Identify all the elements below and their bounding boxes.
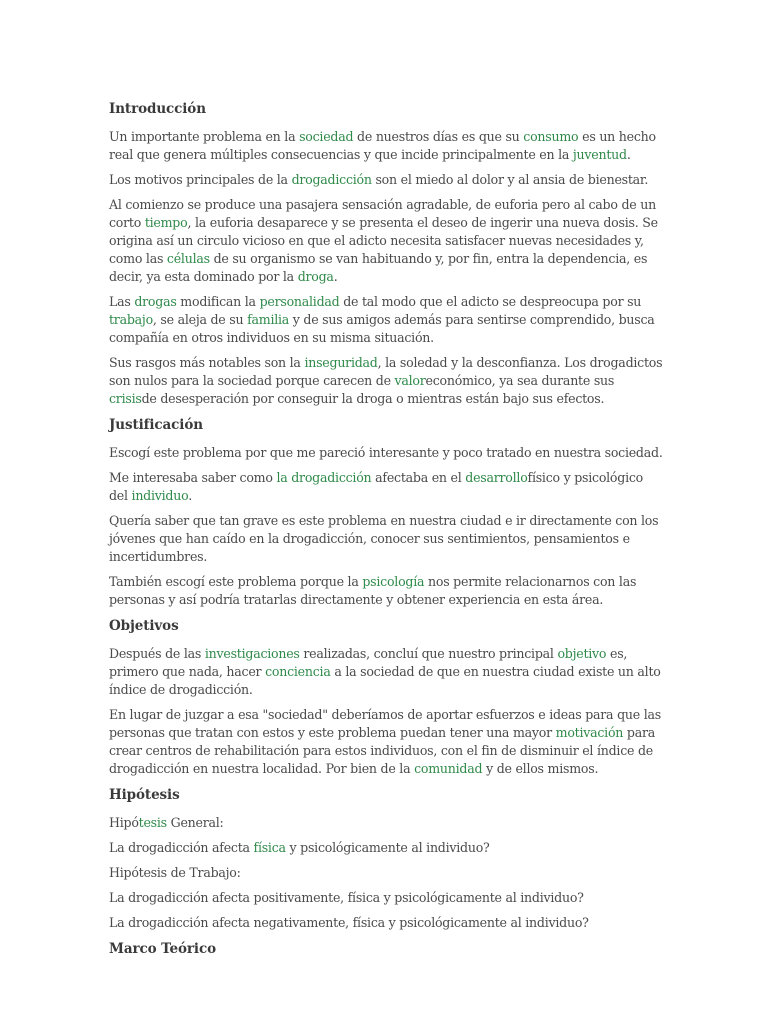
link-conciencia[interactable]: conciencia (265, 664, 331, 679)
paragraph: La drogadicción afecta física y psicológicamente al individuo? (109, 840, 490, 855)
link-objetivo[interactable]: objetivo (557, 646, 607, 661)
paragraph: Los motivos principales de la drogadicción son el miedo al dolor y al ansia de bienestar. (109, 172, 649, 187)
paragraph: También escogí este problema porque la psicología nos permite relacionarnos con las personas y así podría tratarlas directamente y obtener experiencia en esta área. (109, 574, 637, 607)
paragraph: Hipótesis de Trabajo: (109, 865, 241, 880)
document-page (109, 99, 664, 968)
link-personalidad[interactable]: personalidad (259, 294, 340, 309)
paragraph: Quería saber que tan grave es este problema en nuestra ciudad e ir directamente con los jóvenes que han caído en la drogadicción, conocer sus sentimientos, pensamientos e incertidumbres. (109, 513, 659, 564)
link-tiempo[interactable]: tiempo (144, 215, 188, 230)
paragraph: La drogadicción afecta negativamente, física y psicológicamente al individuo? (109, 915, 589, 930)
link-comunidad[interactable]: comunidad (414, 761, 483, 776)
heading-hipotesis: Hipótesis (109, 787, 180, 803)
link-valor[interactable]: valor (394, 373, 426, 388)
paragraph: Escogí este problema por que me pareció interesante y poco tratado en nuestra sociedad. (109, 445, 663, 460)
link-sociedad[interactable]: sociedad (299, 129, 354, 144)
link-motivacion[interactable]: motivación (555, 725, 624, 740)
link-droga[interactable]: droga (297, 269, 334, 284)
heading-introduccion: Introducción (109, 101, 206, 117)
paragraph: Un importante problema en la sociedad de nuestros días es que su consumo es un hecho real que genera múltiples consecuencias y que incide principalmente en la juventud. (109, 129, 656, 162)
paragraph: La drogadicción afecta positivamente, física y psicológicamente al individuo? (109, 890, 584, 905)
paragraph: Hipótesis General: (109, 815, 224, 830)
link-psicologia[interactable]: psicología (362, 574, 425, 589)
paragraph: Después de las investigaciones realizadas, concluí que nuestro principal objetivo es, primero que nada, hacer conciencia a la sociedad de que en nuestra ciudad existe un alto índice de drogadicción. (109, 646, 661, 697)
link-desarrollo[interactable]: desarrollo (465, 470, 528, 485)
link-trabajo[interactable]: trabajo (109, 312, 153, 327)
link-individuo[interactable]: individuo (131, 488, 189, 503)
link-investigaciones[interactable]: investigaciones (204, 646, 300, 661)
link-inseguridad[interactable]: inseguridad (304, 355, 378, 370)
heading-marco-teorico: Marco Teórico (109, 941, 216, 957)
link-familia[interactable]: familia (247, 312, 290, 327)
link-fisica[interactable]: física (253, 840, 286, 855)
link-drogas[interactable]: drogas (134, 294, 177, 309)
link-consumo[interactable]: consumo (523, 129, 579, 144)
link-celulas[interactable]: células (166, 251, 210, 266)
link-tesis[interactable]: tesis (138, 815, 167, 830)
link-juventud[interactable]: juventud (572, 147, 627, 162)
link-la-drogadiccion[interactable]: la drogadicción (276, 470, 372, 485)
paragraph: Me interesaba saber como la drogadicción afectaba en el desarrollofísico y psicológico del individuo. (109, 470, 643, 503)
heading-objetivos: Objetivos (109, 618, 179, 634)
paragraph: En lugar de juzgar a esa "sociedad" deberíamos de aportar esfuerzos e ideas para que las personas que tratan con estos y este problema puedan tener una mayor motivación para crear centros de rehabilitación para estos individuos, con el fin de disminuir el índice de drogadicción en nuestra localidad. Por bien de la comunidad y de ellos mismos. (109, 707, 661, 776)
paragraph: Sus rasgos más notables son la inseguridad, la soledad y la desconfianza. Los drogadictos son nulos para la sociedad porque carecen de valoreconómico, ya sea durante sus crisisde desesperación por conseguir la droga o mientras están bajo sus efectos. (109, 355, 663, 406)
heading-justificacion: Justificación (109, 417, 203, 433)
paragraph: Las drogas modifican la personalidad de tal modo que el adicto se despreocupa por su trabajo, se aleja de su familia y de sus amigos además para sentirse comprendido, busca compañía en otros individuos en su misma situación. (109, 294, 655, 345)
link-crisis[interactable]: crisis (109, 391, 142, 406)
link-drogadiccion[interactable]: drogadicción (291, 172, 372, 187)
paragraph: Al comienzo se produce una pasajera sensación agradable, de euforia pero al cabo de un corto tiempo, la euforia desaparece y se presenta el deseo de ingerir una nueva dosis. Se origina así un circulo vicioso en que el adicto necesita satisfacer nuevas necesidades y, como las células de su organismo se van habituando y, por fin, entra la dependencia, es decir, ya esta dominado por la droga. (109, 197, 658, 284)
